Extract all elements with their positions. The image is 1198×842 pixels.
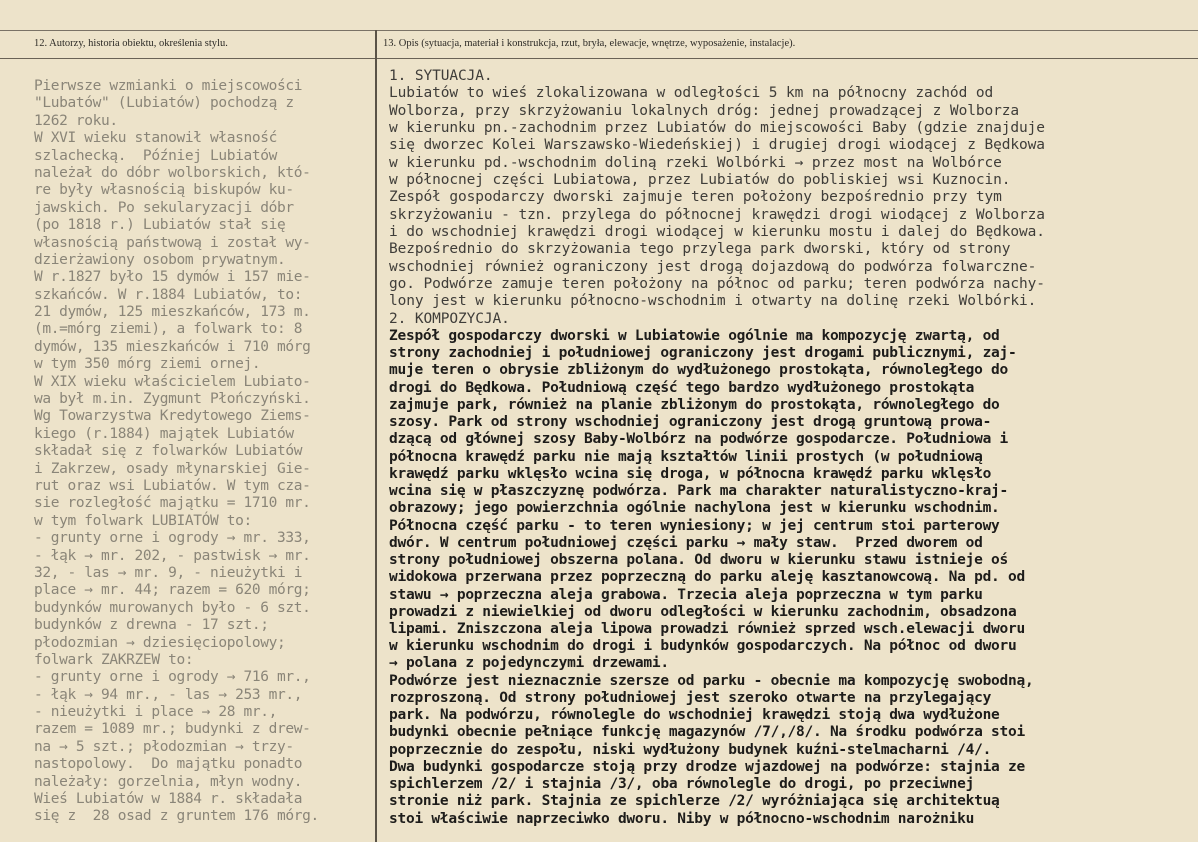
composition-text <box>389 328 1194 828</box>
history-line: W XIX wieku właścicielem Lubiato- <box>34 373 311 390</box>
history-line: i Zakrzew, osady młynarskiej Gie- <box>34 460 311 477</box>
history-line: razem = 1089 mr.; budynki z drew- <box>34 721 311 738</box>
composition-line: krawędź parku wklęsło wcina się droga, w północna krawędź parku wklęsło <box>389 465 992 482</box>
history-line: w tym 350 mórg ziemi ornej. <box>34 356 261 373</box>
history-line: należały: gorzelnia, młyn wodny. <box>34 773 303 790</box>
history-line: na → 5 szt.; płodozmian → trzy- <box>34 738 294 755</box>
right-column-header: 13. Opis (sytuacja, materiał i konstrukcja, rzut, bryła, elewacje, wnętrze, wyposażenie, instalacje). <box>383 38 796 49</box>
composition-line: strony zachodniej i południowej ograniczony jest drogami publicznymi, zaj- <box>389 345 1017 362</box>
history-line: budynków z drewna - 17 szt.; <box>34 617 269 634</box>
column-divider <box>375 30 377 842</box>
situation-line: lony jest w kierunku północno-wschodnim i otwarty na dolinę rzeki Wolbórki. <box>389 293 1037 310</box>
situation-line: skrzyżowaniu - tzn. przylega do północnej krawędzi drogi wiodącej z Wolborza <box>389 206 1045 223</box>
composition-line: rozproszoną. Od strony południowej jest szeroko otwarte na przylegający <box>389 689 992 706</box>
header-divider <box>0 58 1198 59</box>
history-line: budynków murowanych było - 6 szt. <box>34 599 311 616</box>
history-line: (m.=mórg ziemi), a folwark to: 8 <box>34 321 303 338</box>
history-line: - łąk → 94 mr., - las → 253 mr., <box>34 686 303 703</box>
history-line: folwark ZAKRZEW to: <box>34 651 194 668</box>
history-line: (po 1818 r.) Lubiatów stał się <box>34 217 286 234</box>
composition-line: zajmuje park, również na planie zbliżonym do prostokąta, równoległego do <box>389 396 1000 413</box>
history-line: szkańców. W r.1884 Lubiatów, to: <box>34 286 303 303</box>
composition-line: stronie niż park. Stajnia ze spichlerze /2/ wyróżniająca się architektuą <box>389 793 1000 810</box>
composition-line: obrazowy; jego powierzchnia ogólnie nachylona jest w kierunku wschodnim. <box>389 500 1000 517</box>
history-line: składał się z folwarków Lubiatów <box>34 443 303 460</box>
composition-line: prowadzi z niewielkiej od dworu odległości w kierunku zachodnim, obsadzona <box>389 603 1017 620</box>
situation-line: w północnej części Lubiatowa, przez Lubiatów do pobliskiej wsi Kuznocin. <box>389 172 1011 189</box>
history-line: szlachecką. Później Lubiatów <box>34 147 278 164</box>
history-line: place → mr. 44; razem = 620 mórg; <box>34 582 311 599</box>
composition-line: strony południowej obszerna polana. Od dworu w kierunku stawu istnieje oś <box>389 552 1009 569</box>
situation-line: 1. SYTUACJA. <box>389 68 493 84</box>
composition-line: Podwórze jest nieznacznie szersze od parku - obecnie ma kompozycję swobodną, <box>389 672 1034 689</box>
situation-line: i do wschodniej krawędzi drogi wiodącej w kierunku mostu i dalej do Będkowa. <box>389 224 1045 241</box>
composition-line: szosy. Park od strony wschodniej ograniczony jest drogą gruntową prowa- <box>389 414 992 431</box>
history-line: Pierwsze wzmianki o miejscowości <box>34 78 303 94</box>
history-line: dymów, 135 mieszkańców i 710 mórg <box>34 338 311 355</box>
situation-line: 2. KOMPOZYCJA. <box>389 310 510 327</box>
history-line: - grunty orne i ogrody → 716 mr., <box>34 669 311 686</box>
history-line: 1262 roku. <box>34 112 118 129</box>
history-line: Wieś Lubiatów w 1884 r. składała <box>34 791 303 808</box>
history-line: sie rozległość majątku = 1710 mr. <box>34 495 311 512</box>
composition-line: widokowa przerwana przez poprzeczną do parku aleję kasztanowcową. Na pd. od <box>389 569 1025 586</box>
composition-line: lipami. Zniszczona aleja lipowa prowadzi również sprzed wsch.elewacji dworu <box>389 620 1025 637</box>
history-line: rut oraz wsi Lubiatów. W tym cza- <box>34 477 311 494</box>
composition-line: park. Na podwórzu, równolegle do wschodniej krawędzi stoją dwa wydłużone <box>389 707 1000 724</box>
history-line: nastopolowy. Do majątku ponadto <box>34 756 303 773</box>
left-column-header: 12. Autorzy, historia obiektu, określenia stylu. <box>34 38 228 49</box>
situation-text <box>389 68 1194 328</box>
history-line: - łąk → mr. 202, - pastwisk → mr. <box>34 547 311 564</box>
history-line: dzierżawiony osobom prywatnym. <box>34 251 286 268</box>
history-line: własnością państwową i został wy- <box>34 234 311 251</box>
situation-line: się dworzec Kolei Warszawsko-Wiedeńskiej) i drugiej drogi wiodącej z Będkowa <box>389 137 1045 154</box>
composition-line: stawu → poprzeczna aleja grabowa. Trzecia aleja poprzeczna w tym parku <box>389 586 983 603</box>
situation-line: w kierunku pd.-wschodnim doliną rzeki Wolbórki → przez most na Wolbórce <box>389 154 1002 171</box>
composition-line: poprzecznie do zespołu, niski wydłużony budynek kuźni-stelmacharni /4/. <box>389 741 992 758</box>
situation-line: wschodniej również ograniczony jest drogą dojazdową do podwórza folwarczne- <box>389 258 1037 275</box>
situation-line: go. Podwórze zamuje teren położony na północ od parku; teren podwórza nachy- <box>389 276 1045 293</box>
composition-line: wcina się w płaszczyznę podwórza. Park ma charakter naturalistyczno-kraj- <box>389 483 1009 500</box>
history-line: - nieużytki i place → 28 mr., <box>34 704 278 721</box>
history-line: re były własnością biskupów ku- <box>34 182 294 199</box>
composition-line: → polana z pojedynczymi drzewami. <box>389 655 669 672</box>
composition-line: dwór. W centrum południowej części parku → mały staw. Przed dworem od <box>389 534 983 551</box>
situation-line: Bezpośrednio do skrzyżowania tego przylega park dworski, który od strony <box>389 241 1011 258</box>
history-line: w tym folwark LUBIATÓW to: <box>34 512 252 529</box>
top-rule <box>0 30 1198 31</box>
history-text <box>34 78 374 826</box>
history-line: "Lubatów" (Lubiatów) pochodzą z <box>34 95 294 112</box>
composition-line: Północna część parku - to teren wyniesiony; w jej centrum stoi parterowy <box>389 517 1000 534</box>
history-line: należał do dóbr wolborskich, któ- <box>34 164 311 181</box>
situation-line: Zespół gospodarczy dworski zajmuje teren położony bezpośrednio przy tym <box>389 189 1002 206</box>
composition-line: Dwa budynki gospodarcze stoją przy drodze wjazdowej na podwórze: stajnia ze <box>389 758 1025 775</box>
composition-line: budynki obecnie pełniące funkcję magazynów /7/,/8/. Na środku podwórza stoi <box>389 724 1025 741</box>
situation-line: w kierunku pn.-zachodnim przez Lubiatów do miejscowości Baby (gdzie znajduje <box>389 120 1045 137</box>
composition-line: dzącą od głównej szosy Baby-Wolbórz na podwórze gospodarcze. Południowa i <box>389 431 1009 448</box>
situation-line: Wolborza, przy skrzyżowaniu lokalnych dróg: jednej prowadzącej z Wolborza <box>389 102 1019 119</box>
situation-line: Lubiatów to wieś zlokalizowana w odległości 5 km na północny zachód od <box>389 85 994 102</box>
composition-line: muje teren o obrysie zbliżonym do wydłużonego prostokąta, równoległego do <box>389 362 1009 379</box>
history-line: - grunty orne i ogrody → mr. 333, <box>34 530 311 547</box>
composition-line: Zespół gospodarczy dworski w Lubiatowie ogólnie ma kompozycję zwartą, od <box>389 328 1000 344</box>
history-line: wa był m.in. Zygmunt Płończyński. <box>34 391 311 408</box>
history-line: 32, - las → mr. 9, - nieużytki i <box>34 564 303 581</box>
history-line: kiego (r.1884) majątek Lubiatów <box>34 425 294 442</box>
history-line: Wg Towarzystwa Kredytowego Ziems- <box>34 408 311 425</box>
composition-line: spichlerzem /2/ i stajnia /3/, oba równolegle do drogi, po przeciwnej <box>389 776 975 793</box>
composition-line: północna krawędź parku nie mają kształtów linii prostych (w południową <box>389 448 983 465</box>
history-line: W r.1827 było 15 dymów i 157 mie- <box>34 269 311 286</box>
composition-line: stoi właściwie naprzeciwko dworu. Niby w północno-wschodnim narożniku <box>389 810 975 827</box>
history-line: płodozmian → dziesięciopolowy; <box>34 634 286 651</box>
history-line: 21 dymów, 125 mieszkańców, 173 m. <box>34 304 311 321</box>
history-line: W XVI wieku stanowił własność <box>34 130 278 147</box>
history-line: jawskich. Po sekularyzacji dóbr <box>34 199 294 216</box>
history-line: się z 28 osad z gruntem 176 mórg. <box>34 808 319 825</box>
composition-line: drogi do Będkowa. Południową część tego bardzo wydłużonego prostokąta <box>389 379 975 396</box>
composition-line: w kierunku wschodnim do drogi i budynków gospodarczych. Na północ od dworu <box>389 638 1017 655</box>
